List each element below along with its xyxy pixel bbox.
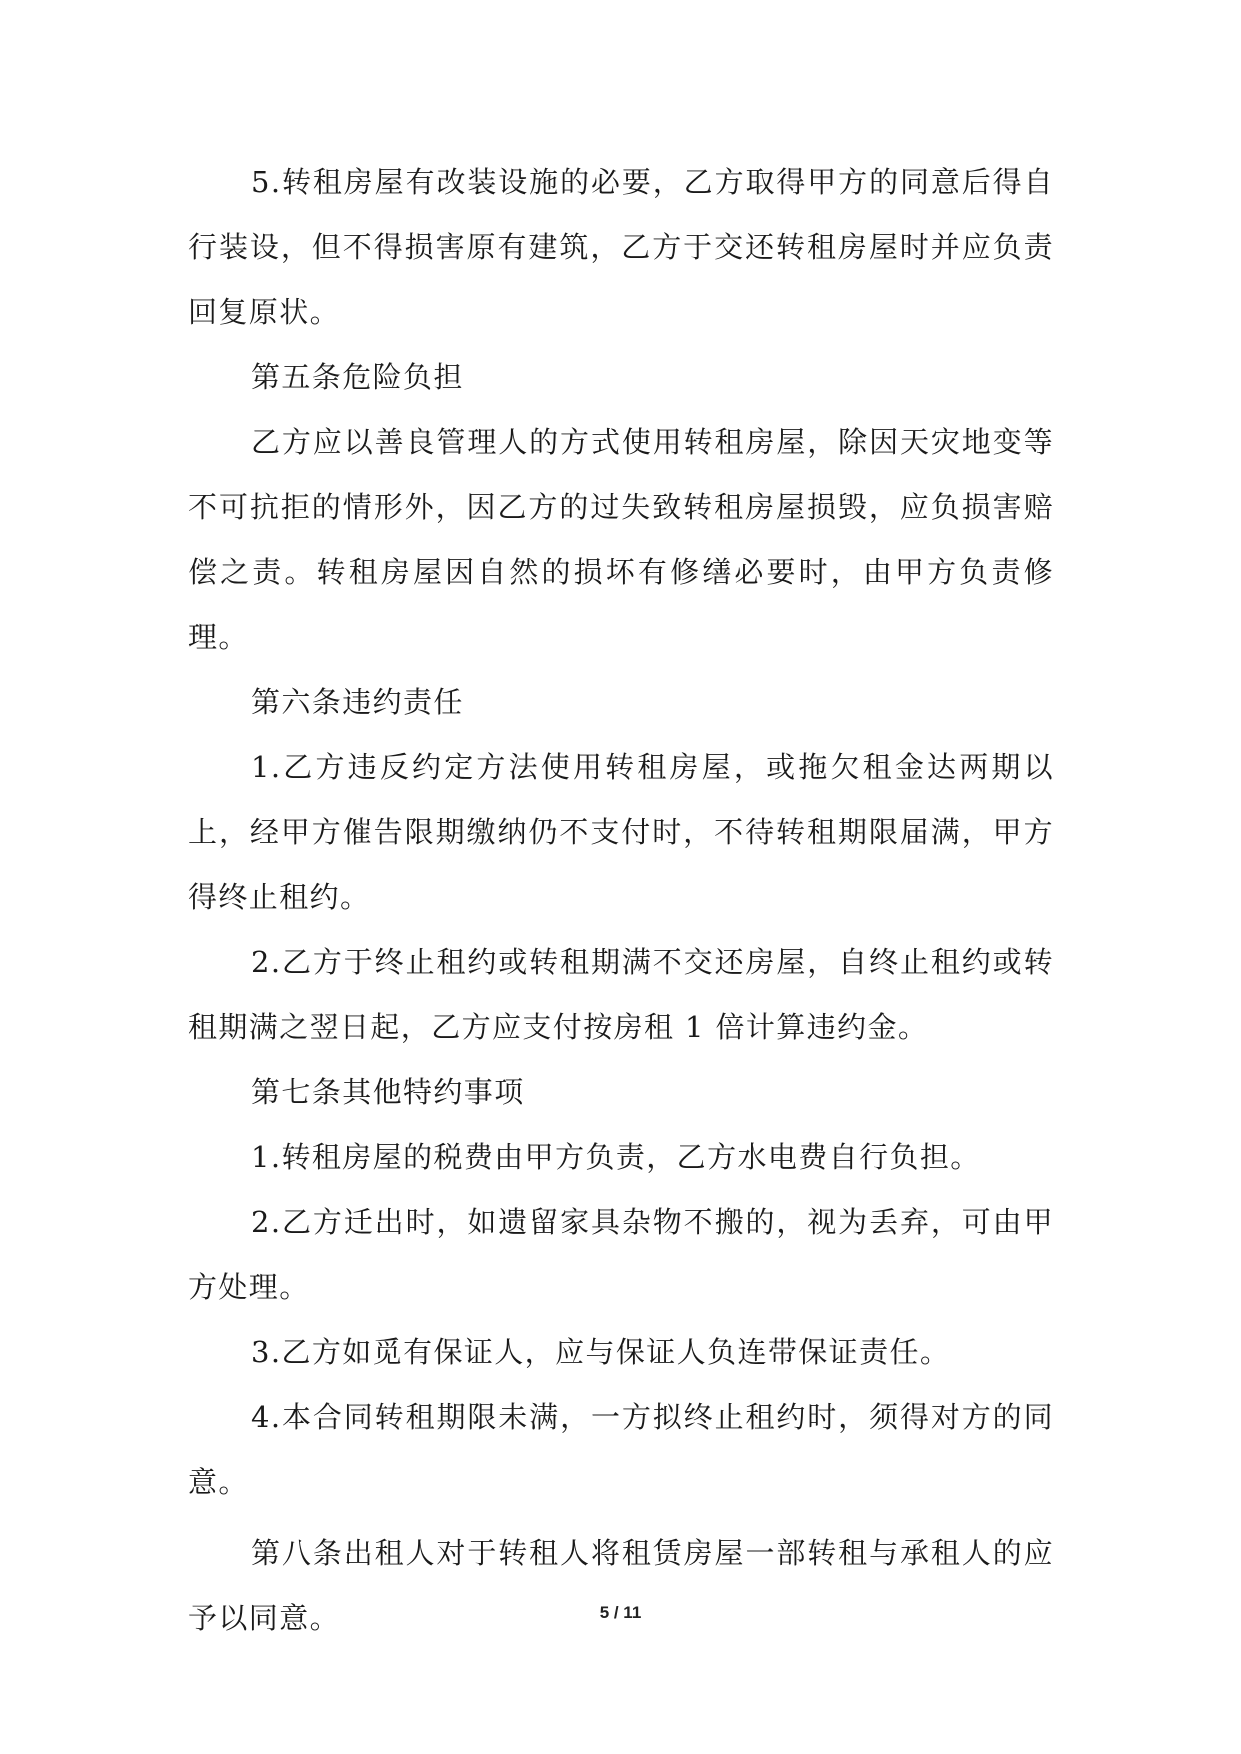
heading-article-7: 第七条其他特约事项	[251, 1075, 525, 1109]
paragraph-article-6-item-1: 1.乙方违反约定方法使用转租房屋，或拖欠租金达两期以上，经甲方催告限期缴纳仍不支付时，不待转租期限届满，甲方得终止租约。	[188, 750, 1054, 914]
paragraph-article-5-body: 乙方应以善良管理人的方式使用转租房屋，除因天灾地变等不可抗拒的情形外，因乙方的过失致转租房屋损毁，应负损害赔偿之责。转租房屋因自然的损坏有修缮必要时，由甲方负责修理。	[188, 425, 1054, 654]
heading-article-5: 第五条危险负担	[251, 360, 464, 394]
paragraph-clause-4-item-5: 5.转租房屋有改装设施的必要，乙方取得甲方的同意后得自行装设，但不得损害原有建筑，乙方于交还转租房屋时并应负责回复原状。	[188, 165, 1054, 329]
paragraph-article-7-item-1: 1.转租房屋的税费由甲方负责，乙方水电费自行负担。	[251, 1140, 981, 1174]
paragraph-article-7-item-2: 2.乙方迁出时，如遗留家具杂物不搬的，视为丢弃，可由甲方处理。	[188, 1205, 1054, 1304]
paragraph-article-8: 第八条出租人对于转租人将租赁房屋一部转租与承租人的应予以同意。	[188, 1536, 1054, 1635]
paragraph-article-6-item-2: 2.乙方于终止租约或转租期满不交还房屋，自终止租约或转租期满之翌日起，乙方应支付按房租 1 倍计算违约金。	[188, 945, 1054, 1044]
document-body	[188, 150, 1054, 1651]
page-number: 5 / 11	[599, 1603, 642, 1622]
heading-article-6: 第六条违约责任	[251, 685, 464, 719]
paragraph-article-7-item-3: 3.乙方如觅有保证人，应与保证人负连带保证责任。	[251, 1335, 951, 1369]
paragraph-article-7-item-4: 4.本合同转租期限未满，一方拟终止租约时，须得对方的同意。	[188, 1400, 1054, 1499]
